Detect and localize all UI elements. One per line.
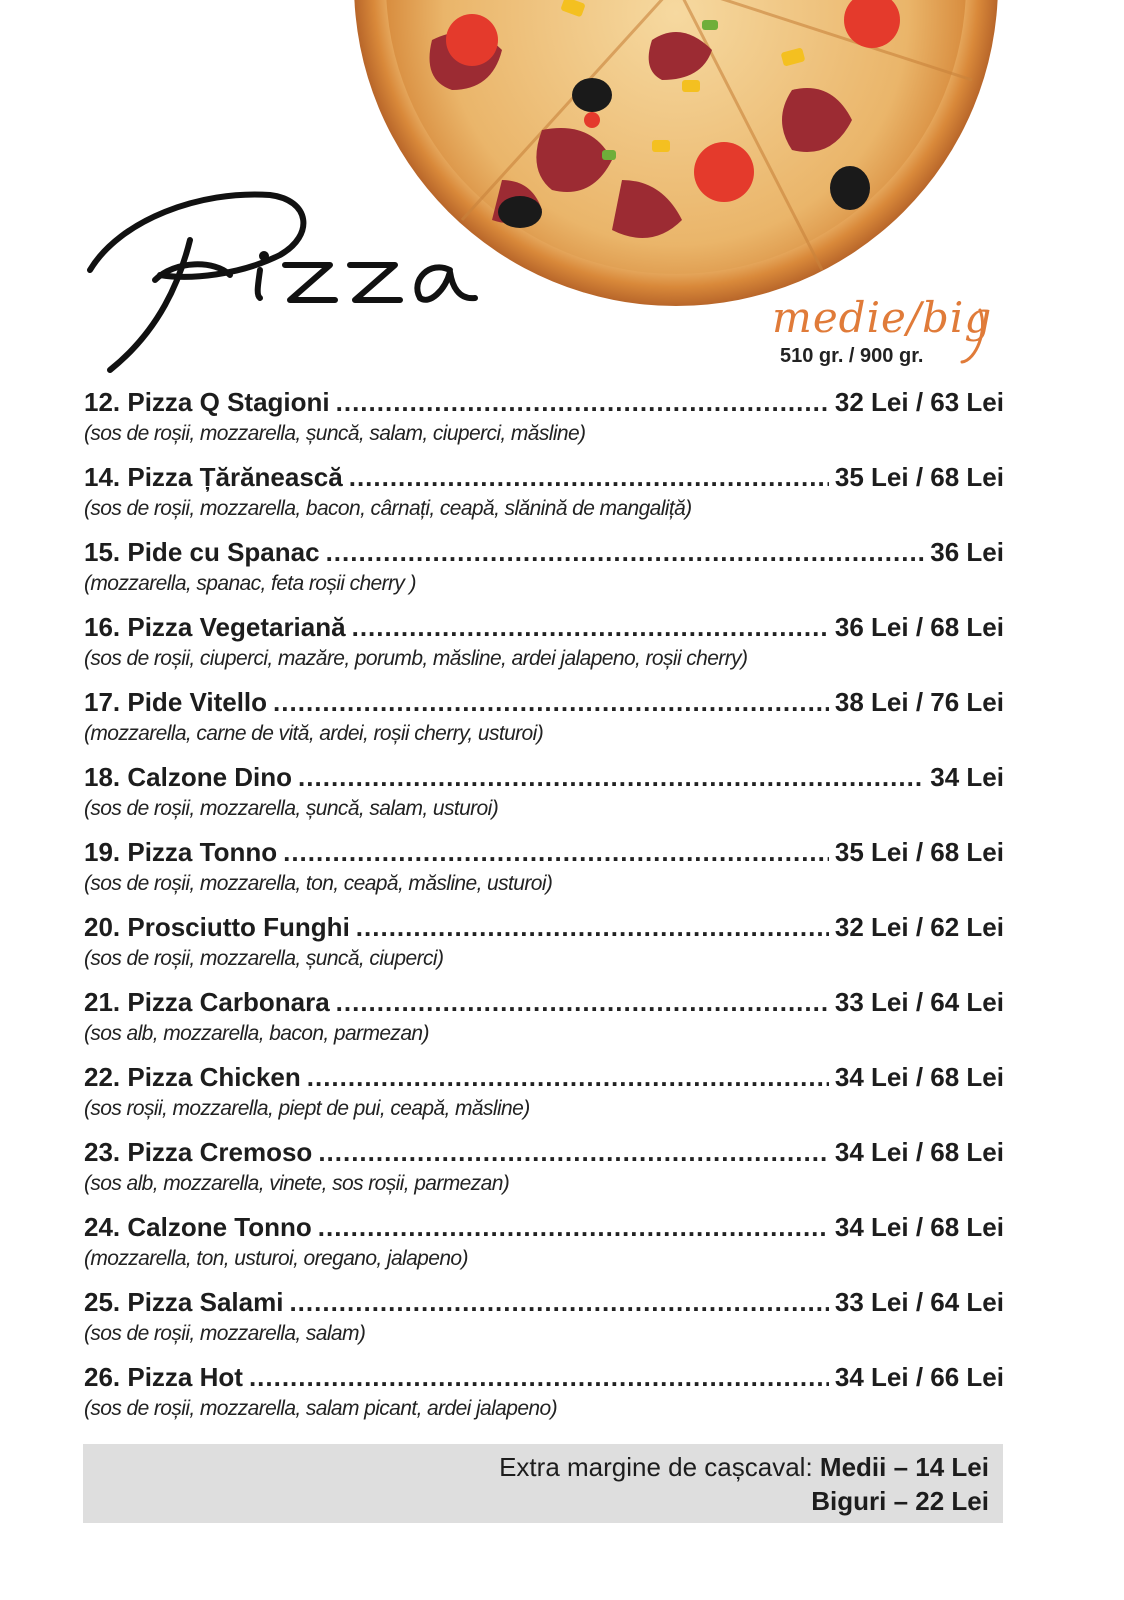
item-description: (sos de roșii, ciuperci, mazăre, porumb, măsline, ardei jalapeno, roșii cherry) [84, 647, 748, 670]
item-name: 17. Pide Vitello [84, 687, 268, 717]
dot-leader [326, 535, 925, 569]
size-label: medie/big [772, 293, 993, 342]
extra-cheese-medium-price: Medii – 14 Lei [819, 1452, 989, 1482]
portion-weights: 510 gr. / 900 gr. [780, 345, 924, 367]
item-price: 34 Lei / 68 Lei [834, 1137, 1004, 1167]
dot-leader [318, 1210, 829, 1244]
item-price: 35 Lei / 68 Lei [834, 462, 1004, 492]
dot-leader [318, 1135, 829, 1169]
item-name: 19. Pizza Tonno [84, 837, 278, 867]
menu-item [84, 835, 1004, 910]
item-name: 24. Calzone Tonno [84, 1212, 312, 1242]
menu-list [84, 385, 1004, 1435]
item-description: (sos de roșii, mozzarella, bacon, cârnați, ceapă, slănină de mangaliță) [84, 497, 692, 520]
item-description: (sos de roșii, mozzarella, șuncă, salam, usturoi) [84, 797, 499, 820]
dot-leader [352, 610, 829, 644]
extra-cheese-crust-box [83, 1444, 1003, 1523]
item-name: 21. Pizza Carbonara [84, 987, 330, 1017]
item-description: (sos alb, mozzarella, vinete, sos roșii, parmezan) [84, 1172, 510, 1195]
menu-item [84, 385, 1004, 460]
item-name: 20. Prosciutto Funghi [84, 912, 350, 942]
item-price: 32 Lei / 63 Lei [834, 387, 1004, 417]
item-description: (mozzarella, spanac, feta roșii cherry ) [84, 572, 416, 595]
item-description: (sos de roșii, mozzarella, salam picant, ardei jalapeno) [84, 1397, 557, 1420]
item-name: 14. Pizza Țărănească [84, 462, 343, 492]
item-name: 12. Pizza Q Stagioni [84, 387, 330, 417]
menu-item [84, 460, 1004, 535]
item-name: 15. Pide cu Spanac [84, 537, 320, 567]
menu-item [84, 1285, 1004, 1360]
item-name: 16. Pizza Vegetariană [84, 612, 346, 642]
extra-cheese-label: Extra margine de cașcaval: [499, 1452, 813, 1482]
item-name: 18. Calzone Dino [84, 762, 293, 792]
extra-cheese-line [83, 1450, 1003, 1484]
item-name: 25. Pizza Salami [84, 1287, 284, 1317]
menu-item [84, 985, 1004, 1060]
item-name: 23. Pizza Cremoso [84, 1137, 313, 1167]
item-price: 32 Lei / 62 Lei [834, 912, 1004, 942]
dot-leader [283, 835, 829, 869]
item-price: 33 Lei / 64 Lei [834, 987, 1004, 1017]
item-price: 35 Lei / 68 Lei [834, 837, 1004, 867]
size-label-flourish [958, 300, 998, 370]
item-description: (sos de roșii, mozzarella, șuncă, salam, ciuperci, măsline) [84, 422, 586, 445]
item-description: (mozzarella, carne de vită, ardei, roșii cherry, usturoi) [84, 722, 544, 745]
dot-leader [307, 1060, 829, 1094]
item-price: 34 Lei / 68 Lei [834, 1212, 1004, 1242]
item-description: (sos alb, mozzarella, bacon, parmezan) [84, 1022, 429, 1045]
dot-leader [336, 385, 829, 419]
item-name: 26. Pizza Hot [84, 1362, 243, 1392]
dot-leader [336, 985, 829, 1019]
menu-item [84, 610, 1004, 685]
dot-leader [356, 910, 829, 944]
dot-leader [349, 460, 829, 494]
menu-item [84, 1360, 1004, 1435]
menu-item [84, 1060, 1004, 1135]
item-description: (sos de roșii, mozzarella, salam) [84, 1322, 366, 1345]
item-description: (sos de roșii, mozzarella, ton, ceapă, măsline, usturoi) [84, 872, 553, 895]
pizza-script-title [80, 160, 500, 380]
item-price: 33 Lei / 64 Lei [834, 1287, 1004, 1317]
item-price: 36 Lei [930, 537, 1004, 567]
menu-item [84, 685, 1004, 760]
dot-leader [249, 1360, 829, 1394]
menu-item [84, 760, 1004, 835]
item-price: 34 Lei / 66 Lei [834, 1362, 1004, 1392]
dot-leader [273, 685, 829, 719]
item-price: 36 Lei / 68 Lei [834, 612, 1004, 642]
item-description: (mozzarella, ton, usturoi, oregano, jalapeno) [84, 1247, 468, 1270]
menu-item [84, 535, 1004, 610]
item-price: 34 Lei / 68 Lei [834, 1062, 1004, 1092]
item-price: 38 Lei / 76 Lei [834, 687, 1004, 717]
item-name: 22. Pizza Chicken [84, 1062, 301, 1092]
item-price: 34 Lei [930, 762, 1004, 792]
menu-item [84, 1135, 1004, 1210]
menu-item [84, 910, 1004, 985]
extra-cheese-big-price: Biguri – 22 Lei [811, 1486, 989, 1516]
dot-leader [289, 1285, 828, 1319]
item-description: (sos roșii, mozzarella, piept de pui, ceapă, măsline) [84, 1097, 530, 1120]
dot-leader [298, 760, 924, 794]
item-description: (sos de roșii, mozzarella, șuncă, ciuperci) [84, 947, 444, 970]
menu-item [84, 1210, 1004, 1285]
